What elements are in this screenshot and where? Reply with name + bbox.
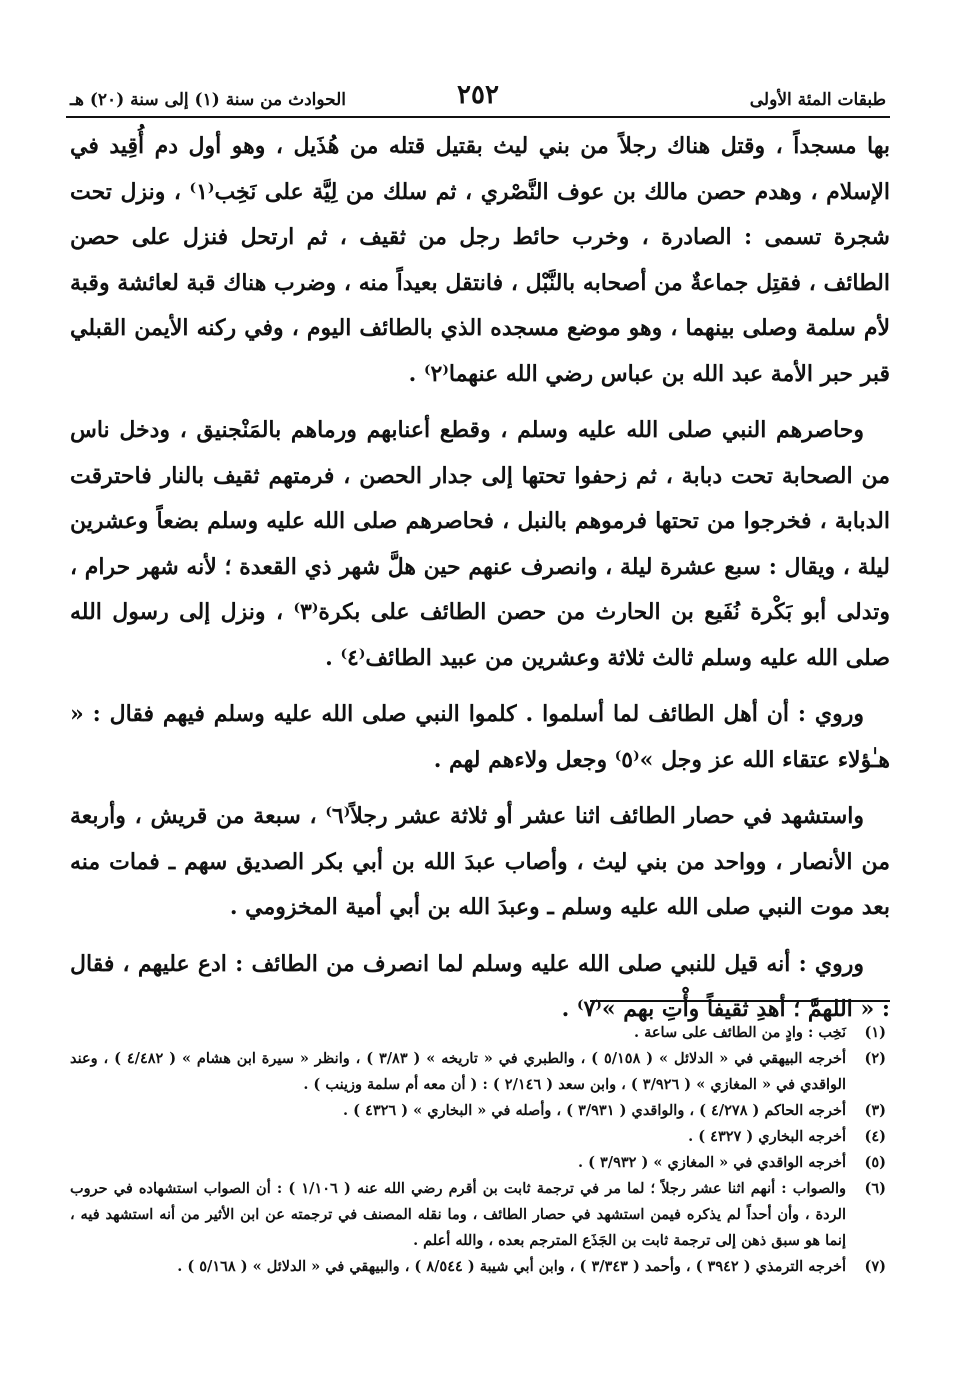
footnotes: [70, 1020, 886, 1280]
footnote-text: أخرجه الواقدي في « المغازي » ( ٣/٩٣٢ ) .: [578, 1154, 846, 1171]
footnote: [70, 1020, 886, 1046]
footnote: [70, 1046, 886, 1098]
footnote: [70, 1124, 886, 1150]
footnote: [70, 1098, 886, 1124]
footnote: [70, 1150, 886, 1176]
footnote: [70, 1254, 886, 1280]
footnote-text: والصواب : أنهم اثنا عشر رجلاً ؛ لما مر في ترجمة ثابت بن أقرم رضي الله عنه ( ١/١٠٦ ) : أن الصواب استشهاده في حروب الردة ، وأن أحداً لم يذكره فيمن استشهد في حصار الطائف ، وما نقله المصنف في ترجمته عن ابن الأثير من أنه استشهد فيه ، إنما هو سبق ذهن إلى ترجمة ثابت بن الجَذَع المترجم بعده ، والله أعلم .: [70, 1180, 846, 1249]
paragraph-5: وروي : أنه قيل للنبي صلى الله عليه وسلم لما انصرف من الطائف : ادع عليهم ، فقال : « اللهمَّ ؛ أهدِ ثقيفاً وأْتِ بهم »⁽٧⁾ .: [70, 950, 890, 1022]
footnote-text: نَخِب : وادٍ من الطائف على ساعة .: [634, 1024, 846, 1041]
footnote-text: أخرجه الترمذي ( ٣٩٤٢ ) ، وأحمد ( ٣/٣٤٣ ) ، وابن أبي شيبة ( ٨/٥٤٤ ) ، والبيهقي في « الدلائل » ( ٥/١٦٨ ) .: [177, 1258, 846, 1275]
footnote-text: أخرجه البخاري ( ٤٣٢٧ ) .: [688, 1128, 846, 1145]
paragraph-1: بها مسجداً ، وقتل هناك رجلاً من بني ليث بقتيل قتله من هُذَيل ، وهو أول دم أُقِيد في الإسلام ، وهدم حصن مالك بن عوف النَّصْري ، ثم سلك من لِيَّة على نَخِب⁽١⁾ ، ونزل تحت شجرة تسمى : الصادرة ، وخرب حائط رجل من ثقيف ، ثم ارتحل فنزل على حصن الطائف ، فقتِل جماعةٌ من أصحابه بالنَّبْل ، فانتقل بعيداً منه ، وضرب هناك قبة لعائشة وقبة لأم سلمة وصلى بينهما ، وهو موضع مسجده الذي بالطائف اليوم ، وفي ركنه الأيمن القبلي قبر حبر الأمة عبد الله بن عباس رضي الله عنهما⁽٢⁾ .: [70, 133, 891, 387]
footnote-number: (٧): [864, 1258, 886, 1275]
paragraph-2: وحاصرهم النبي صلى الله عليه وسلم ، وقطع أعنابهم ورماهم بالمَنْجنيق ، ودخل ناس من الصحابة تحت دبابة ، ثم زحفوا تحتها إلى جدار الحصن ، فرمتهم ثقيف بالنار فاحترقت الدبابة ، فخرجوا من تحتها فرموهم بالنبل ، فحاصرهم صلى الله عليه وسلم بضعاً وعشرين ليلة ، ويقال : سبع عشرة ليلة ، وانصرف عنهم حين هلَّ شهر ذي القعدة ؛ لأنه شهر حرام ، وتدلى أبو بَكْرة نُفَيع بن الحارث من حصن الطائف على بكرة⁽٣⁾ ، ونزل إلى رسول الله صلى الله عليه وسلم ثالث ثلاثة وعشرين من عبيد الطائف⁽٤⁾ .: [70, 417, 890, 671]
footnote-number: (١): [864, 1024, 886, 1041]
book-title: طبقات المئة الأولى: [749, 90, 886, 110]
footnote-number: (٥): [864, 1154, 886, 1171]
footnote-text: أخرجه البيهقي في « الدلائل » ( ٥/١٥٨ ) ، والطبري في « تاريخه » ( ٣/٨٣ ) ، وانظر « سيرة ابن هشام » ( ٤/٤٨٢ ) ، وعند الواقدي في « المغازي » ( ٣/٩٢٦ ) ، وابن سعد ( ٢/١٤٦ ) : ( أن معه أم سلمة وزينب ) .: [70, 1050, 847, 1093]
footnote-number: (٣): [864, 1102, 886, 1119]
section-title: الحوادث من سنة (١) إلى سنة (٢٠) هـ: [70, 90, 347, 110]
footnote-number: (٦): [864, 1180, 886, 1197]
footnote-rule: [590, 1000, 890, 1002]
header-rule: [66, 116, 890, 118]
footnote: [70, 1176, 886, 1254]
footnote-text: أخرجه الحاكم ( ٤/٢٧٨ ) ، والواقدي ( ٣/٩٣١ ) ، وأصله في « البخاري » ( ٤٣٢٦ ) .: [343, 1102, 846, 1119]
footnote-number: (٤): [864, 1128, 886, 1145]
paragraph-3: وروي : أن أهل الطائف لما أسلموا . كلموا النبي صلى الله عليه وسلم فيهم فقال : « هـٰؤلاء عتقاء الله عز وجل »⁽٥⁾ وجعل ولاءهم لهم .: [70, 701, 890, 773]
paragraph-4: واستشهد في حصار الطائف اثنا عشر أو ثلاثة عشر رجلاً⁽٦⁾ ، سبعة من قريش ، وأربعة من الأنصار ، وواحد من بني ليث ، وأصاب عبدَ الله بن أبي بكر الصديق سهم ـ فمات منه بعد موت النبي صلى الله عليه وسلم ـ وعبدَ الله بن أبي أمية المخزومي .: [70, 803, 890, 920]
footnote-number: (٢): [864, 1050, 886, 1067]
main-text: [70, 124, 890, 1033]
page-number: ٢٥٢: [457, 80, 499, 110]
running-head: [70, 82, 886, 116]
